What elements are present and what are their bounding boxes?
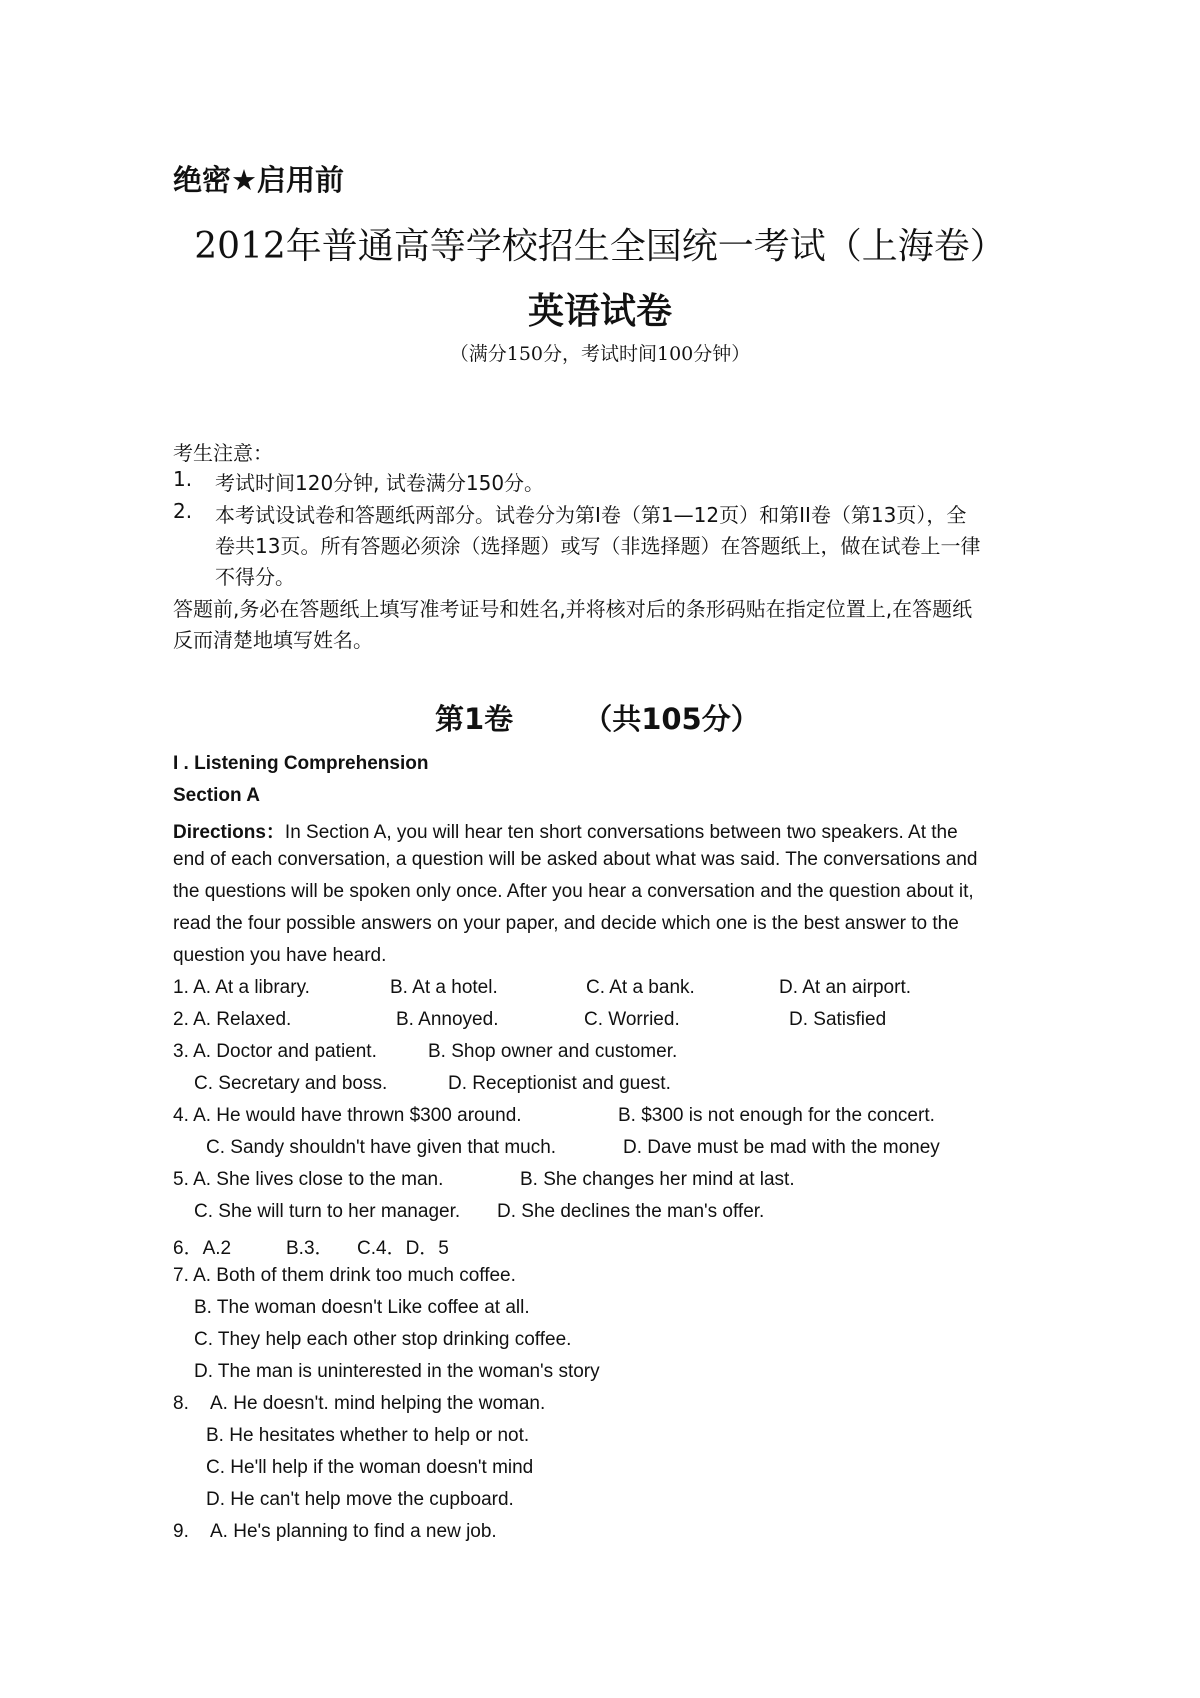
part-one-label: 第1卷 bbox=[435, 702, 514, 736]
q1-option-a: 1. A. At a library. bbox=[173, 977, 310, 998]
q7-option-b: B. The woman doesn't Like coffee at all. bbox=[194, 1297, 530, 1318]
q6-option-c: C.4．D．5 bbox=[357, 1238, 449, 1259]
directions-line: question you have heard. bbox=[173, 945, 387, 966]
notice-item-text: 不得分。 bbox=[215, 565, 295, 589]
q2-option-c: C. Worried. bbox=[584, 1009, 680, 1030]
subject-title: 英语试卷 bbox=[527, 291, 672, 332]
notice-item-number: 1. bbox=[173, 467, 193, 491]
q9-option-a: A. He's planning to find a new job. bbox=[210, 1521, 497, 1542]
q8-option-a: A. He doesn't. mind helping the woman. bbox=[210, 1393, 546, 1414]
q7-option-d: D. The man is uninterested in the woman's story bbox=[194, 1361, 600, 1382]
notice-item-text: 本考试设试卷和答题纸两部分。试卷分为第I卷（第1—12页）和第II卷（第13页），全 bbox=[215, 503, 967, 527]
q5-option-c: C. She will turn to her manager. bbox=[194, 1201, 461, 1222]
q2-option-d: D. Satisfied bbox=[789, 1009, 887, 1030]
q7-option-c: C. They help each other stop drinking coffee. bbox=[194, 1329, 572, 1350]
notice-heading: 考生注意： bbox=[173, 441, 273, 465]
exam-title: 2012年普通高等学校招生全国统一考试（上海卷） bbox=[194, 226, 1006, 267]
q7-option-a: 7. A. Both of them drink too much coffee. bbox=[173, 1265, 516, 1286]
notice-extra: 反而清楚地填写姓名。 bbox=[173, 628, 373, 652]
directions-line: the questions will be spoken only once. After you hear a conversation and the question about it, bbox=[173, 881, 974, 902]
q5-option-d: D. She declines the man's offer. bbox=[497, 1201, 765, 1222]
confidential-label: 绝密★启用前 bbox=[173, 163, 344, 197]
q8-option-d: D. He can't help move the cupboard. bbox=[206, 1489, 514, 1510]
q3-option-b: B. Shop owner and customer. bbox=[428, 1041, 678, 1062]
directions-line: read the four possible answers on your paper, and decide which one is the best answer to the bbox=[173, 913, 959, 934]
q2-option-a: 2. A. Relaxed. bbox=[173, 1009, 292, 1030]
q1-option-c: C. At a bank. bbox=[586, 977, 695, 998]
q1-option-b: B. At a hotel. bbox=[390, 977, 498, 998]
q8-number: 8. bbox=[173, 1393, 189, 1414]
directions-line: end of each conversation, a question will be asked about what was said. The conversations and bbox=[173, 849, 978, 870]
q4-option-a: 4. A. He would have thrown $300 around. bbox=[173, 1105, 522, 1126]
score-time-note: （满分150分，考试时间100分钟） bbox=[449, 343, 751, 365]
notice-item-text: 考试时间120分钟, 试卷满分150分。 bbox=[215, 471, 545, 495]
part-one-score: （共105分） bbox=[583, 702, 760, 736]
q2-option-b: B. Annoyed. bbox=[396, 1009, 499, 1030]
q9-number: 9. bbox=[173, 1521, 189, 1542]
q5-option-a: 5. A. She lives close to the man. bbox=[173, 1169, 444, 1190]
part-one-heading bbox=[435, 697, 760, 738]
q3-option-c: C. Secretary and boss. bbox=[194, 1073, 388, 1094]
q3-option-a: 3. A. Doctor and patient. bbox=[173, 1041, 377, 1062]
notice-item-text: 卷共13页。所有答题必须涂（选择题）或写（非选择题）在答题纸上，做在试卷上一律 bbox=[215, 534, 981, 558]
section-a-heading: Section A bbox=[173, 785, 260, 806]
q4-option-b: B. $300 is not enough for the concert. bbox=[618, 1105, 935, 1126]
q6-option-a: 6．A.2 bbox=[173, 1238, 232, 1259]
notice-item-number: 2. bbox=[173, 499, 193, 523]
notice-extra: 答题前,务必在答题纸上填写准考证号和姓名,并将核对后的条形码贴在指定位置上,在答题纸 bbox=[173, 597, 973, 621]
directions-text: In Section A, you will hear ten short conversations between two speakers. At the bbox=[284, 822, 958, 843]
q4-option-d: D. Dave must be mad with the money bbox=[623, 1137, 940, 1158]
directions-label: Directions： bbox=[173, 822, 285, 843]
q8-option-b: B. He hesitates whether to help or not. bbox=[206, 1425, 530, 1446]
q4-option-c: C. Sandy shouldn't have given that much. bbox=[206, 1137, 557, 1158]
q3-option-d: D. Receptionist and guest. bbox=[448, 1073, 671, 1094]
q8-option-c: C. He'll help if the woman doesn't mind bbox=[206, 1457, 534, 1478]
directions-line bbox=[173, 817, 958, 844]
section-heading: I . Listening Comprehension bbox=[173, 753, 429, 774]
q1-option-d: D. At an airport. bbox=[779, 977, 912, 998]
q6-option-b: B.3． bbox=[286, 1238, 334, 1259]
q5-option-b: B. She changes her mind at last. bbox=[520, 1169, 795, 1190]
